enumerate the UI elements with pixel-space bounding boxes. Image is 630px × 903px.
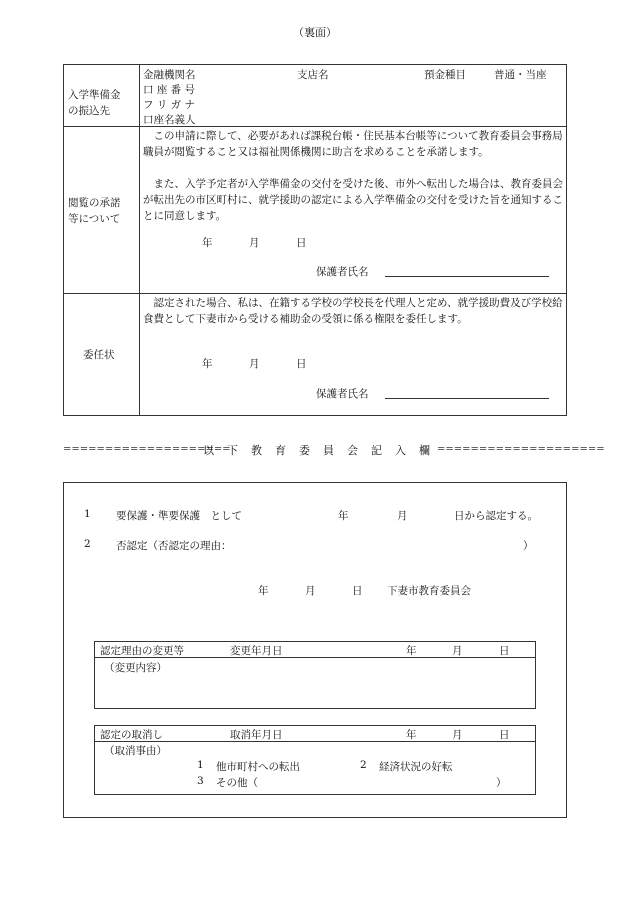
bank-label-line1: 入学準備金 xyxy=(68,89,121,101)
branch-label: 支店名 xyxy=(297,69,329,81)
item2-text: 否認定（否認定の理由： xyxy=(116,540,232,552)
delegation-paragraph: 認定された場合、私は、在籍する学校の学校長を代理人と定め、就学援助費及び学校給食費として下妻市から受ける補助金の受領に係る権限を委任します。 xyxy=(143,297,563,325)
page-title: （裏面） xyxy=(293,26,337,39)
cancel-reason1: 他市町村への転出 xyxy=(216,761,300,773)
cancel-reason3-close-paren: ） xyxy=(496,777,507,789)
separator-left: ==================== xyxy=(63,444,231,455)
cancel-reason1-number: 1 xyxy=(197,759,204,771)
cancel-year: 年 xyxy=(406,729,417,741)
separator-title: 以下教育委員会記入欄 xyxy=(203,444,443,457)
change-year: 年 xyxy=(406,645,417,657)
bank-name-label: 金融機関名 xyxy=(143,69,196,81)
cancel-month: 月 xyxy=(452,729,463,741)
cancel-day: 日 xyxy=(499,729,510,741)
delegation-day-label: 日 xyxy=(296,358,307,370)
table-row-divider xyxy=(63,126,567,127)
cancel-reason3: その他（ xyxy=(216,777,258,789)
consent-label-line1: 閲覧の承諾 xyxy=(68,197,121,209)
cancel-date-label: 取消年月日 xyxy=(230,729,283,741)
board-date-month: 月 xyxy=(305,585,316,597)
change-title: 認定理由の変更等 xyxy=(100,645,184,657)
cancel-reason2-number: 2 xyxy=(360,759,367,771)
delegation-label: 委任状 xyxy=(83,349,115,361)
consent-guardian-signature-line[interactable] xyxy=(385,276,549,277)
cancel-reason3-number: 3 xyxy=(197,775,204,787)
deposit-type-label: 預金種目 xyxy=(424,69,466,81)
change-content-label: （変更内容） xyxy=(104,662,167,674)
delegation-month-label: 月 xyxy=(249,358,260,370)
board-name: 下妻市教育委員会 xyxy=(387,585,471,597)
bank-label-line2: の振込先 xyxy=(68,105,110,117)
separator-right: ==================== xyxy=(437,444,605,455)
consent-label-line2: 等について xyxy=(68,213,121,225)
change-date-label: 変更年月日 xyxy=(230,645,283,657)
item2-number: 2 xyxy=(84,538,91,550)
item1-suffix: 日から認定する。 xyxy=(454,510,538,522)
item1-year: 年 xyxy=(338,510,349,522)
deposit-type-value: 普通・当座 xyxy=(494,69,547,81)
consent-guardian-label: 保護者氏名 xyxy=(316,266,369,278)
consent-day-label: 日 xyxy=(296,237,307,249)
delegation-guardian-label: 保護者氏名 xyxy=(316,388,369,400)
change-month: 月 xyxy=(452,645,463,657)
item1-number: 1 xyxy=(84,508,91,520)
item2-close-paren: ） xyxy=(523,540,534,552)
delegation-year-label: 年 xyxy=(202,358,213,370)
change-day: 日 xyxy=(499,645,510,657)
consent-month-label: 月 xyxy=(249,237,260,249)
table-row-divider xyxy=(63,293,567,294)
cancel-title: 認定の取消し xyxy=(100,729,163,741)
consent-year-label: 年 xyxy=(202,237,213,249)
board-date-year: 年 xyxy=(258,585,269,597)
item1-text: 要保護・準要保護 として xyxy=(116,510,242,522)
table-column-divider xyxy=(139,64,140,416)
delegation-guardian-signature-line[interactable] xyxy=(385,398,549,399)
furigana-label: フ リ ガ ナ xyxy=(143,99,196,111)
bank-section-label xyxy=(68,87,121,119)
consent-section-label xyxy=(68,195,121,227)
item1-month: 月 xyxy=(397,510,408,522)
account-number-label: 口 座 番 号 xyxy=(143,84,196,96)
account-holder-label: 口座名義人 xyxy=(143,114,196,126)
consent-paragraph-1: この申請に際して、必要があれば課税台帳・住民基本台帳等について教育委員会事務局職員が閲覧すること又は福祉関係機関に助言を求めることを承諾します。 xyxy=(143,130,563,158)
consent-paragraph-2: また、入学予定者が入学準備金の交付を受けた後、市外へ転出した場合は、教育委員会が転出先の市区町村に、就学援助の認定による入学準備金の交付を受けた旨を通知することに同意します。 xyxy=(143,178,563,222)
cancel-reason-label: （取消事由） xyxy=(104,745,167,757)
board-date-day: 日 xyxy=(352,585,363,597)
cancel-reason2: 経済状況の好転 xyxy=(379,761,453,773)
